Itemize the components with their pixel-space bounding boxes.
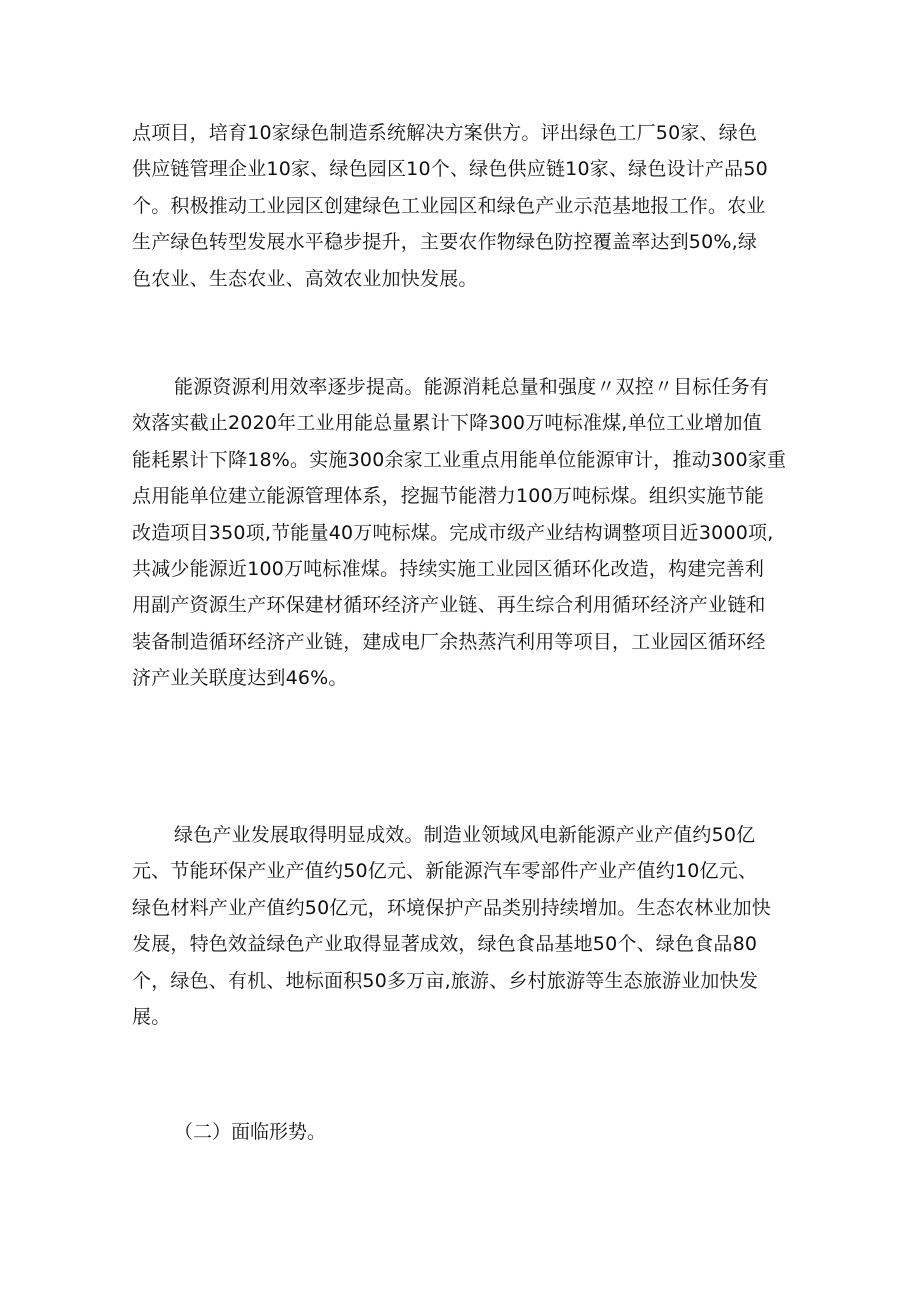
paragraph-line: 能源资源利用效率逐步提高。能源消耗总量和强度〃双控〃目标任务有 — [174, 376, 770, 398]
paragraph-line: 个，绿色、有机、地标面积50多万亩,旅游、乡村旅游等生态旅游业加快发 — [132, 969, 759, 992]
paragraph-line: 个。积极推动工业园区创建绿色工业园区和绿色产业示范基地报工作。农业 — [132, 194, 766, 217]
paragraph-line: 点用能单位建立能源管理体系，挖掘节能潜力100万吨标煤。组织实施节能 — [132, 485, 765, 508]
paragraph-line: 色农业、生态农业、高效农业加快发展。 — [132, 267, 478, 290]
paragraph-line: 济产业关联度达到46%。 — [132, 667, 348, 690]
paragraph-line: 点项目，培育10家绿色制造系统解决方案供方。评出绿色工厂50家、绿色 — [132, 122, 758, 144]
paragraph-line: 发展，特色效益绿色产业取得显著成效，绿色食品基地50个、绿色食品80 — [132, 933, 758, 956]
paragraph-line: 用副产资源生产环保建材循环经济产业链、再生综合利用循环经济产业链和 — [132, 594, 766, 617]
paragraph-line: 效落实截止2020年工业用能总量累计下降300万吨标准煤,单位工业增加值 — [132, 412, 762, 435]
paragraph-line: 绿色产业发展取得明显成效。制造业领域风电新能源产业产值约50亿 — [174, 824, 756, 846]
paragraph-energy-efficiency — [132, 369, 802, 697]
paragraph-line: 元、节能环保产业产值约50亿元、新能源汽车零部件产业产值约10亿元、 — [132, 860, 758, 883]
paragraph-line: 共减少能源近100万吨标准煤。持续实施工业园区循环化改造，构建完善利 — [132, 557, 765, 580]
section-heading: （二）面临形势。 — [174, 1121, 327, 1143]
paragraph-line: 展。 — [132, 1005, 171, 1028]
paragraph-line: 改造项目350项,节能量40万吨标煤。完成市级产业结构调整项目近3000项, — [132, 521, 774, 544]
paragraph-green-industry — [132, 817, 802, 1035]
paragraph-green-manufacturing — [132, 115, 802, 297]
paragraph-line: 供应链管理企业10家、绿色园区10个、绿色供应链10家、绿色设计产品50 — [132, 158, 768, 181]
paragraph-line: 生产绿色转型发展水平稳步提升，主要农作物绿色防控覆盖率达到50%,绿 — [132, 231, 758, 254]
paragraph-line: 绿色材料产业产值约50亿元，环境保护产品类别持续增加。生态农林业加快 — [132, 896, 771, 919]
paragraph-line: 装备制造循环经济产业链，建成电厂余热蒸汽利用等项目，工业园区循环经 — [132, 630, 766, 653]
paragraph-line: 能耗累计下降18%。实施300余家工业重点用能单位能源审计，推动300家重 — [132, 448, 787, 471]
